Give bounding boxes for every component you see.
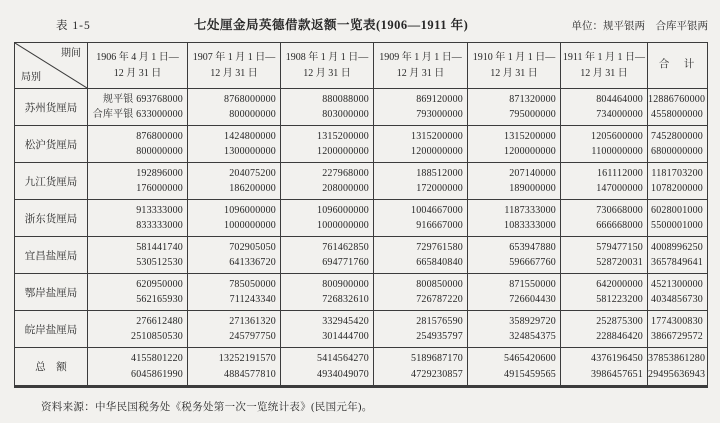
table-row: [15, 89, 708, 126]
amount-cell: [468, 237, 561, 274]
amount-kuping: 1078200000: [651, 183, 703, 194]
amount-guiping: 1004667000: [411, 204, 463, 216]
amount-guiping: 1315200000: [411, 130, 463, 142]
amount-kuping: 29495636943: [648, 368, 706, 380]
amount-kuping: 4915459565: [504, 368, 556, 380]
amount-cell: [468, 163, 561, 200]
amount-kuping: 3657849641: [651, 257, 703, 268]
amount-guiping: 800900000: [322, 278, 369, 290]
amount-cell: [561, 126, 648, 163]
amount-guiping: 730668000: [596, 204, 643, 216]
amount-cell: [88, 200, 188, 237]
amount-cell: [88, 237, 188, 274]
amount-cell: [648, 163, 708, 200]
amount-guiping: 642000000: [596, 278, 643, 290]
table-header: [15, 43, 708, 89]
amount-kuping: 1000000000: [317, 220, 369, 231]
amount-cell: [281, 163, 374, 200]
amount-kuping: 800000000: [229, 109, 276, 120]
amount-cell: [88, 163, 188, 200]
amount-guiping: 207140000: [509, 167, 556, 179]
amount-kuping: 4729230857: [411, 368, 463, 380]
period-header-1906: [88, 43, 188, 89]
amount-cell: [188, 163, 281, 200]
amount-cell: [561, 311, 648, 348]
amount-kuping: 793000000: [416, 109, 463, 120]
amount-guiping: 6028001000: [651, 204, 703, 216]
amount-cell: [281, 237, 374, 274]
amount-cell: [648, 348, 708, 387]
amount-guiping: 204075200: [229, 167, 276, 179]
amount-kuping: 666668000: [596, 220, 643, 231]
bureau-name: 九江货厘局: [15, 163, 88, 200]
amount-cell: [468, 200, 561, 237]
amount-cell: [374, 163, 468, 200]
amount-kuping: 4034856730: [651, 294, 703, 305]
amount-kuping: 726787220: [416, 294, 463, 305]
amount-kuping: 1200000000: [411, 146, 463, 157]
amount-kuping: 694771760: [322, 257, 369, 268]
amount-kuping: 916667000: [416, 220, 463, 231]
amount-guiping: 1315200000: [504, 130, 556, 142]
amount-guiping: 5189687170: [411, 353, 463, 364]
amount-guiping: 5414564270: [317, 353, 369, 364]
amount-cell: [281, 200, 374, 237]
amount-cell: [374, 274, 468, 311]
amount-guiping: 1187333000: [504, 204, 556, 216]
amount-guiping: 579477150: [596, 241, 643, 253]
amount-cell: [88, 274, 188, 311]
amount-kuping: 795000000: [509, 109, 556, 120]
amount-guiping: 227968000: [322, 167, 369, 179]
amount-cell: [374, 89, 468, 126]
amount-guiping: 7452800000: [651, 130, 703, 142]
amount-kuping: 1100000000: [591, 146, 643, 157]
period-line2: 12 月 31 日: [490, 67, 538, 79]
amount-guiping: 332945420: [322, 315, 369, 327]
amount-kuping: 1200000000: [317, 146, 369, 157]
amount-guiping: 1205600000: [591, 130, 643, 142]
amount-kuping: 1300000000: [224, 146, 276, 157]
amount-cell: [468, 126, 561, 163]
amount-cell: [648, 200, 708, 237]
amount-kuping: 734000000: [596, 109, 643, 120]
amount-kuping: 2510850530: [131, 331, 183, 342]
amount-cell: [561, 200, 648, 237]
amount-cell: [374, 126, 468, 163]
amount-guiping: 653947880: [509, 241, 556, 253]
amount-guiping: 876800000: [136, 130, 183, 142]
source-note: 资料来源：中华民国税务处《税务处第一次一览统计表》(民国元年)。: [41, 402, 373, 413]
amount-kuping: 324854375: [509, 331, 556, 342]
amount-guiping: 规平银 693768000: [102, 93, 183, 105]
total-row: [15, 348, 708, 387]
amount-guiping: 880088000: [322, 93, 369, 105]
amount-guiping: 1096000000: [224, 204, 276, 216]
amount-kuping: 3986457651: [591, 368, 643, 380]
amount-kuping: 4884577810: [224, 368, 276, 380]
amount-guiping: 1315200000: [317, 130, 369, 142]
total-column-header: 合 计: [648, 43, 708, 89]
period-line2: 12 月 31 日: [113, 67, 162, 79]
table-row: [15, 237, 708, 274]
period-header-1910: [468, 43, 561, 89]
amount-cell: [188, 126, 281, 163]
amount-cell: [648, 89, 708, 126]
amount-guiping: 37853861280: [648, 353, 706, 364]
amount-guiping: 1181703200: [651, 167, 703, 179]
table-row: [15, 163, 708, 200]
period-line1: 1908 年 1 月 1 日—: [285, 52, 369, 63]
bureau-name: 苏州货厘局: [15, 89, 88, 126]
amount-kuping: 186200000: [229, 183, 276, 194]
amount-kuping: 208000000: [322, 183, 369, 194]
bureau-name: 宜昌盐厘局: [15, 237, 88, 274]
amount-kuping: 3866729572: [651, 331, 703, 342]
bureau-name: 鄂岸盐厘局: [15, 274, 88, 311]
amount-guiping: 620950000: [136, 278, 183, 290]
bureau-name: 松沪货厘局: [15, 126, 88, 163]
amount-kuping: 833333000: [136, 220, 183, 231]
amount-guiping: 4376196450: [591, 353, 643, 364]
amount-guiping: 761462850: [322, 241, 369, 253]
amount-guiping: 8768000000: [224, 93, 276, 105]
bureau-name: 皖岸盐厘局: [15, 311, 88, 348]
amount-kuping: 6800000000: [651, 146, 703, 157]
amount-cell: [188, 89, 281, 126]
amount-cell: [188, 200, 281, 237]
amount-cell: [561, 163, 648, 200]
period-line2: 12 月 31 日: [210, 67, 258, 79]
period-line2: 12 月 31 日: [580, 67, 628, 79]
amount-kuping: 1200000000: [504, 146, 556, 157]
amount-guiping: 192896000: [136, 167, 183, 179]
table-row: [15, 200, 708, 237]
period-header-1907: [188, 43, 281, 89]
amount-guiping: 800850000: [416, 278, 463, 290]
amount-guiping: 4521300000: [651, 278, 703, 290]
amount-cell: [88, 311, 188, 348]
amount-kuping: 189000000: [509, 183, 556, 194]
period-line1: 1909 年 1 月 1 日—: [379, 52, 462, 63]
period-header-1909: [374, 43, 468, 89]
table-row: [15, 274, 708, 311]
amount-cell: [374, 200, 468, 237]
likin-repayment-table: [14, 42, 708, 388]
amount-cell: [468, 274, 561, 311]
period-line1: 1907 年 1 月 1 日—: [192, 52, 276, 63]
amount-guiping: 4155801220: [131, 353, 183, 364]
amount-cell: [648, 237, 708, 274]
amount-guiping: 785050000: [229, 278, 276, 290]
period-header-1911: [561, 43, 648, 89]
amount-kuping: 5500001000: [651, 220, 703, 231]
total-row-label: 总 额: [15, 348, 88, 387]
amount-cell: [561, 348, 648, 387]
amount-guiping: 913333000: [136, 204, 183, 216]
amount-kuping: 726832610: [322, 294, 369, 305]
table-row: [15, 311, 708, 348]
amount-cell: [188, 237, 281, 274]
amount-kuping: 711243340: [229, 294, 276, 305]
page-title: 七处厘金局英德借款返额一览表(1906—1911 年): [193, 18, 469, 32]
amount-guiping: 12886760000: [648, 93, 706, 105]
amount-kuping: 147000000: [596, 183, 643, 194]
amount-cell: [188, 274, 281, 311]
amount-kuping: 254935797: [416, 331, 463, 342]
amount-guiping: 4008996250: [651, 241, 703, 253]
amount-guiping: 281576590: [416, 315, 463, 327]
amount-kuping: 803000000: [322, 109, 369, 120]
amount-cell: [281, 348, 374, 387]
amount-cell: [561, 237, 648, 274]
amount-kuping: 172000000: [416, 183, 463, 194]
amount-kuping: 800000000: [136, 146, 183, 157]
amount-cell: [374, 311, 468, 348]
title-bar: [0, 0, 720, 33]
amount-cell: [88, 89, 188, 126]
amount-guiping: 871320000: [509, 93, 556, 105]
amount-cell: [188, 348, 281, 387]
amount-cell: [88, 348, 188, 387]
table-number-label: 表 1-5: [56, 20, 91, 32]
amount-kuping: 6045861990: [131, 368, 183, 380]
amount-cell: [648, 311, 708, 348]
amount-kuping: 562165930: [136, 294, 183, 305]
amount-cell: [468, 311, 561, 348]
amount-cell: [281, 89, 374, 126]
corner-bureau-label: 局别: [21, 71, 41, 83]
amount-kuping: 合库平银 633000000: [92, 109, 183, 120]
amount-kuping: 1083333000: [504, 220, 556, 231]
amount-guiping: 581441740: [136, 241, 183, 253]
period-line1: 1906 年 4 月 1 日—: [96, 52, 179, 63]
corner-period-label: 期间: [61, 48, 81, 59]
amount-cell: [468, 348, 561, 387]
amount-kuping: 530512530: [136, 257, 183, 268]
period-line1: 1911 年 1 月 1 日—: [562, 52, 646, 63]
amount-kuping: 4934049070: [317, 368, 369, 380]
amount-guiping: 1424800000: [224, 130, 276, 142]
amount-cell: [188, 311, 281, 348]
amount-cell: [468, 89, 561, 126]
bureau-name: 浙东货厘局: [15, 200, 88, 237]
period-line2: 12 月 31 日: [396, 67, 445, 79]
amount-kuping: 245797750: [229, 331, 276, 342]
amount-kuping: 228846420: [596, 331, 643, 342]
amount-kuping: 1000000000: [224, 220, 276, 231]
amount-guiping: 276612480: [136, 315, 183, 327]
table-row: [15, 126, 708, 163]
amount-guiping: 1774300830: [651, 315, 703, 327]
amount-cell: [88, 126, 188, 163]
amount-kuping: 4558000000: [651, 109, 703, 120]
unit-label: 单位：规平银两 合库平银两: [571, 21, 708, 32]
amount-guiping: 1096000000: [317, 204, 369, 216]
amount-guiping: 702905050: [229, 241, 276, 253]
amount-cell: [374, 348, 468, 387]
corner-cell: [15, 43, 88, 89]
amount-guiping: 161112000: [596, 167, 643, 179]
amount-kuping: 176000000: [136, 183, 183, 194]
amount-guiping: 804464000: [596, 93, 643, 105]
amount-kuping: 596667760: [509, 257, 556, 268]
amount-guiping: 358929720: [509, 315, 556, 327]
amount-cell: [561, 89, 648, 126]
amount-kuping: 301444700: [322, 331, 369, 342]
period-line1: 1910 年 1 月 1 日—: [472, 52, 556, 63]
amount-guiping: 252875300: [596, 315, 643, 327]
amount-guiping: 271361320: [229, 315, 276, 327]
table-body: [15, 89, 708, 387]
amount-guiping: 5465420600: [504, 353, 556, 364]
period-header-1908: [281, 43, 374, 89]
amount-guiping: 729761580: [416, 241, 463, 253]
period-line2: 12 月 31 日: [303, 67, 351, 79]
amount-cell: [281, 274, 374, 311]
amount-cell: [648, 274, 708, 311]
amount-guiping: 871550000: [509, 278, 556, 290]
amount-cell: [561, 274, 648, 311]
amount-guiping: 13252191570: [218, 353, 276, 364]
header-row: [15, 43, 708, 89]
amount-kuping: 581223200: [596, 294, 643, 305]
amount-guiping: 869120000: [416, 93, 463, 105]
amount-cell: [374, 237, 468, 274]
amount-cell: [281, 311, 374, 348]
amount-cell: [281, 126, 374, 163]
amount-cell: [648, 126, 708, 163]
amount-guiping: 188512000: [416, 167, 463, 179]
amount-kuping: 641336720: [229, 257, 276, 268]
amount-kuping: 528720031: [596, 257, 643, 268]
amount-kuping: 726604430: [509, 294, 556, 305]
amount-kuping: 665840840: [416, 257, 463, 268]
